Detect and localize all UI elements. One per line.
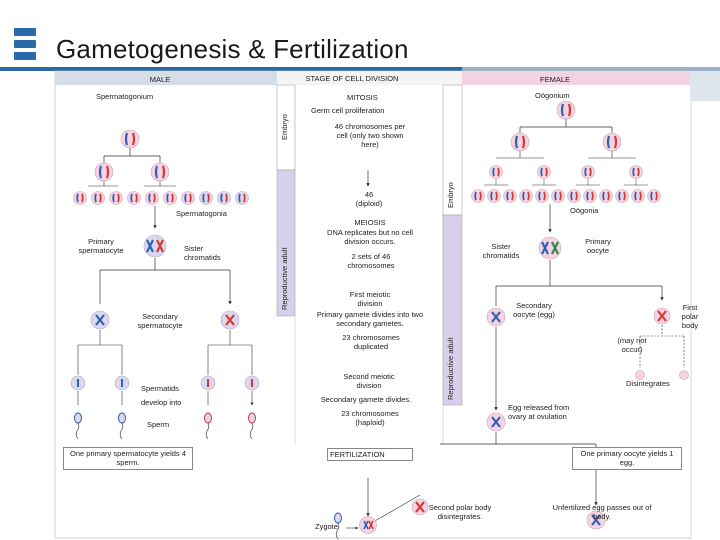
- label-spermatogonium: Spermatogonium: [96, 92, 154, 101]
- label-germ-cell: Germ cell proliferation: [311, 106, 385, 115]
- label-may-not-occur: (may not occur): [617, 336, 647, 354]
- label-dna-replicates: DNA replicates but no cell division occurs.: [327, 228, 413, 246]
- label-primary-spermatocyte: Primary spermatocyte: [78, 237, 124, 255]
- label-primary-divides: Primary gamete divides into two secondary gametes.: [316, 310, 424, 328]
- label-oogonia: Oögonia: [570, 206, 599, 215]
- label-second-polar: Second polar body disintegrates.: [428, 503, 492, 521]
- label-meiosis: MEIOSIS: [354, 218, 386, 227]
- label-2-sets: 2 sets of 46 chromosomes: [347, 252, 395, 270]
- label-haploid: 23 chromosomes (haploid): [341, 409, 399, 427]
- label-diploid: 46 (diploid): [355, 190, 383, 208]
- label-embryo-left: Embryo: [280, 114, 289, 140]
- page-title: Gametogenesis & Fertilization: [56, 34, 409, 64]
- label-sister-chromatids-male: Sister chromatids: [184, 244, 221, 262]
- male-summary-box: One primary spermatocyte yields 4 sperm.: [63, 447, 193, 470]
- label-sperm: Sperm: [147, 420, 170, 429]
- label-mitosis: MITOSIS: [347, 93, 378, 102]
- label-spermatids: Spermatids: [141, 384, 179, 393]
- label-first-meiotic: First meiotic division: [349, 290, 391, 308]
- header-female: FEMALE: [539, 75, 570, 84]
- label-first-polar: First polar body: [681, 303, 699, 330]
- label-unfertilized: Unfertilized egg passes out of body.: [552, 503, 652, 521]
- label-spermatogonia: Spermatogonia: [176, 209, 227, 218]
- label-disintegrates: Disintegrates: [626, 379, 670, 388]
- label-egg-released: Egg released from ovary at ovulation: [508, 403, 570, 421]
- label-reproductive-adult-right: Reproductive adult: [446, 337, 455, 400]
- female-summary-box: One primary oocyte yields 1 egg.: [572, 447, 682, 470]
- label-secondary-spermatocyte: Secondary spermatocyte: [137, 312, 183, 330]
- label-develop-into: develop into: [141, 398, 182, 407]
- label-second-meiotic: Second meiotic division: [343, 372, 395, 390]
- label-reproductive-adult-left: Reproductive adult: [280, 247, 289, 310]
- fertilization-box: FERTILIZATION: [327, 448, 413, 461]
- label-23-duplicated: 23 chromosomes duplicated: [342, 333, 400, 351]
- header-male: MALE: [149, 75, 171, 84]
- label-secondary-divides: Secondary gamete divides.: [320, 395, 412, 404]
- label-secondary-oocyte: Secondary oocyte (egg): [513, 301, 555, 319]
- label-embryo-right: Embryo: [446, 182, 455, 208]
- header-stage: STAGE OF CELL DIVISION: [305, 74, 399, 83]
- label-primary-oocyte: Primary oocyte: [585, 237, 611, 255]
- label-oogonium: Oögonium: [535, 91, 570, 100]
- label-sister-chromatids-female: Sister chromatids: [482, 242, 520, 260]
- label-46-chromosomes: 46 chromosomes per cell (only two shown here): [334, 122, 406, 149]
- label-zygote: Zygote: [315, 522, 338, 531]
